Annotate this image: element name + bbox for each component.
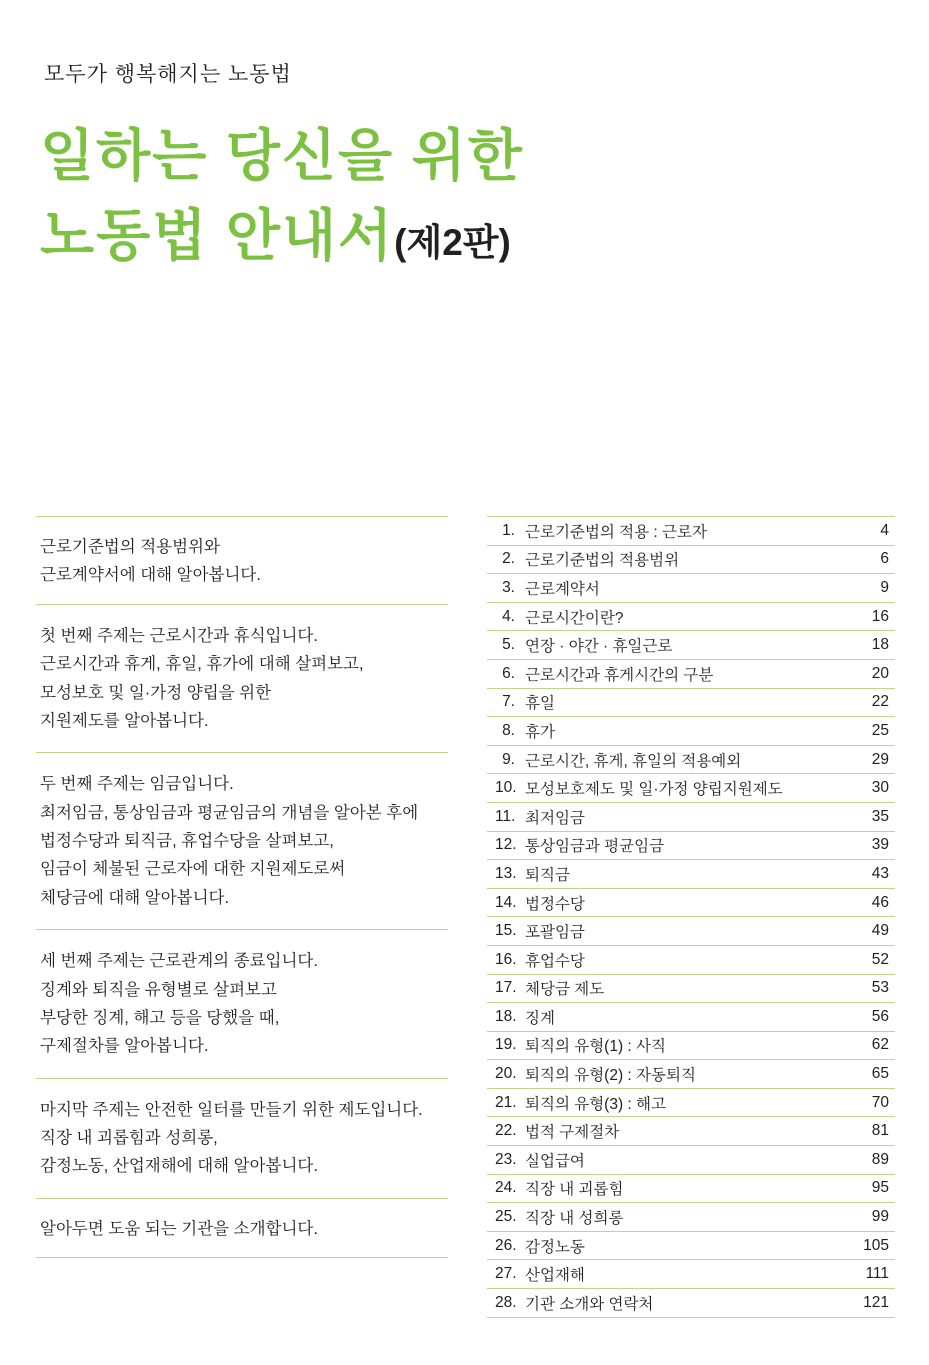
toc-item[interactable]: [487, 917, 895, 946]
toc-item[interactable]: [487, 1060, 895, 1089]
title-line-2: 노동법 안내서: [40, 203, 395, 267]
toc-number: 6.: [502, 664, 515, 682]
toc-item[interactable]: [487, 1232, 895, 1261]
toc-page: 105: [863, 1236, 889, 1254]
toc-number: 21.: [495, 1093, 517, 1111]
toc-number: 7.: [502, 693, 515, 711]
toc-item[interactable]: [487, 603, 895, 632]
summary-line: 근로기준법의 적용범위와: [40, 538, 220, 556]
summary-line: 두 번째 주제는 임금입니다.: [40, 775, 234, 794]
toc-title: 산업재해: [525, 1267, 585, 1285]
toc-title: 근로기준법의 적용범위: [525, 552, 680, 570]
toc-page: 46: [871, 893, 889, 911]
toc-number: 22.: [495, 1122, 517, 1140]
toc-item[interactable]: [487, 546, 895, 575]
toc-page: 121: [863, 1293, 889, 1311]
toc-title: 모성보호제도 및 일·가정 양립지원제도: [525, 781, 783, 799]
toc-page: 39: [871, 836, 889, 854]
toc-title: 휴일: [525, 695, 555, 713]
toc-title: 체당금 제도: [525, 981, 605, 999]
toc-title: 직장 내 괴롭힘: [525, 1181, 624, 1199]
toc-title: 퇴직의 유형(2) : 자동퇴직: [525, 1067, 696, 1085]
toc-number: 20.: [495, 1065, 517, 1083]
toc-item[interactable]: [487, 631, 895, 660]
toc-page: 35: [871, 807, 889, 825]
table-of-contents: [487, 516, 895, 1318]
toc-title: 휴업수당: [525, 952, 585, 970]
summary-block: [36, 752, 448, 929]
toc-page: 52: [871, 950, 889, 968]
toc-item[interactable]: [487, 1289, 895, 1318]
toc-item[interactable]: [487, 746, 895, 775]
toc-page: 65: [871, 1065, 889, 1083]
summary-line: 체당금에 대해 알아봅니다.: [40, 888, 230, 907]
toc-item[interactable]: [487, 517, 895, 546]
toc-item[interactable]: [487, 660, 895, 689]
toc-number: 5.: [502, 636, 515, 654]
toc-list: [487, 516, 895, 1318]
toc-title: 법적 구제절차: [525, 1124, 620, 1142]
toc-page: 70: [871, 1093, 889, 1111]
summary-line: 세 번째 주제는 근로관계의 종료입니다.: [40, 952, 318, 971]
toc-page: 18: [871, 636, 889, 654]
summary-line: 법정수당과 퇴직금, 휴업수당을 살펴보고,: [40, 832, 334, 850]
toc-number: 17.: [495, 979, 517, 997]
cover-header: [0, 0, 929, 275]
toc-item[interactable]: [487, 774, 895, 803]
summary-line: 첫 번째 주제는 근로시간과 휴식입니다.: [40, 626, 318, 645]
toc-page: 53: [871, 979, 889, 997]
toc-item[interactable]: [487, 1146, 895, 1175]
toc-page: 99: [871, 1208, 889, 1226]
content-columns: [0, 516, 929, 1316]
toc-number: 12.: [495, 836, 517, 854]
summary-line: 부당한 징계, 해고 등을 당했을 때,: [40, 1008, 280, 1027]
summary-line: 최저임금, 통상임금과 평균임금의 개념을 알아본 후에: [40, 803, 419, 822]
toc-item[interactable]: [487, 1003, 895, 1032]
toc-title: 감정노동: [525, 1238, 585, 1256]
toc-item[interactable]: [487, 946, 895, 975]
toc-title: 직장 내 성희롱: [525, 1210, 624, 1228]
toc-page: 89: [871, 1150, 889, 1168]
summary-line: 구제절차를 알아봅니다.: [40, 1037, 209, 1056]
toc-number: 10.: [495, 779, 517, 797]
toc-number: 24.: [495, 1179, 517, 1197]
toc-title: 퇴직의 유형(1) : 사직: [525, 1038, 666, 1056]
title-line-2-wrap: [40, 196, 929, 276]
toc-title: 징계: [525, 1009, 555, 1027]
toc-page: 16: [871, 607, 889, 625]
toc-title: 근로계약서: [525, 580, 600, 598]
summary-line: 지원제도를 알아봅니다.: [40, 711, 209, 730]
toc-number: 8.: [502, 721, 515, 739]
toc-page: 4: [880, 521, 889, 539]
toc-number: 18.: [495, 1007, 517, 1025]
cover-kicker: 모두가 행복해지는 노동법: [44, 63, 292, 86]
toc-title: 실업급여: [525, 1152, 585, 1170]
toc-item[interactable]: [487, 1175, 895, 1204]
toc-item[interactable]: [487, 975, 895, 1004]
toc-item[interactable]: [487, 574, 895, 603]
toc-page: 81: [871, 1122, 889, 1140]
summary-block: [36, 1078, 448, 1198]
toc-number: 28.: [495, 1293, 517, 1311]
toc-item[interactable]: [487, 889, 895, 918]
toc-item[interactable]: [487, 1117, 895, 1146]
toc-item[interactable]: [487, 860, 895, 889]
toc-title: 기관 소개와 연락처: [525, 1295, 654, 1313]
toc-number: 11.: [495, 807, 516, 825]
toc-page: 43: [871, 864, 889, 882]
toc-page: 62: [871, 1036, 889, 1054]
toc-item[interactable]: [487, 1203, 895, 1232]
toc-number: 19.: [495, 1036, 517, 1054]
summary-line: 임금이 체불된 근로자에 대한 지원제도로써: [40, 860, 346, 879]
toc-title: 휴가: [525, 723, 555, 741]
title-line-1: 일하는 당신을 위한: [40, 124, 524, 187]
toc-page: 49: [871, 922, 889, 940]
toc-page: 6: [880, 550, 889, 568]
toc-item[interactable]: [487, 689, 895, 718]
summary-line: 감정노동, 산업재해에 대해 알아봅니다.: [40, 1157, 318, 1176]
toc-title: 근로시간, 휴게, 휴일의 적용예외: [525, 752, 742, 770]
summary-block: [36, 1198, 448, 1258]
summary-line: 근로계약서에 대해 알아봅니다.: [40, 566, 261, 585]
toc-title: 법정수당: [525, 895, 585, 913]
summary-block: [36, 516, 448, 604]
toc-page: 29: [871, 750, 889, 768]
page-title: [40, 116, 929, 275]
summary-line: 직장 내 괴롭힘과 성희롱,: [40, 1129, 218, 1147]
toc-title: 최저임금: [525, 809, 585, 827]
toc-page: 22: [871, 693, 889, 711]
toc-page: 25: [871, 721, 889, 739]
toc-page: 111: [865, 1265, 889, 1283]
toc-number: 9.: [502, 750, 515, 768]
toc-page: 30: [871, 779, 889, 797]
toc-number: 27.: [495, 1265, 517, 1283]
toc-title: 근로기준법의 적용 : 근로자: [525, 523, 707, 541]
toc-number: 25.: [495, 1208, 517, 1226]
toc-number: 1.: [502, 521, 515, 539]
toc-item[interactable]: [487, 717, 895, 746]
toc-number: 2.: [502, 550, 515, 568]
toc-number: 13.: [495, 864, 517, 882]
toc-item[interactable]: [487, 1260, 895, 1289]
summary-block: [36, 604, 448, 753]
toc-title: 연장 · 야간 · 휴일근로: [525, 638, 673, 656]
toc-title: 퇴직금: [525, 866, 570, 884]
toc-page: 20: [871, 664, 889, 682]
summary-line: 징계와 퇴직을 유형별로 살펴보고: [40, 980, 277, 999]
toc-number: 4.: [502, 607, 515, 625]
summary-line: 모성보호 및 일·가정 양립을 위한: [40, 683, 272, 702]
summary-line: 마지막 주제는 안전한 일터를 만들기 위한 제도입니다.: [40, 1100, 423, 1119]
toc-page: 95: [871, 1179, 889, 1197]
toc-title: 퇴직의 유형(3) : 해고: [525, 1095, 666, 1113]
toc-number: 14.: [495, 893, 517, 911]
toc-number: 23.: [495, 1150, 517, 1168]
toc-number: 3.: [502, 578, 515, 596]
toc-title: 포괄임금: [525, 924, 585, 942]
summary-column: [36, 516, 448, 1258]
summary-block: [36, 929, 448, 1078]
toc-item[interactable]: [487, 803, 895, 832]
toc-item[interactable]: [487, 1089, 895, 1118]
toc-title: 근로시간과 휴게시간의 구분: [525, 666, 714, 684]
toc-number: 26.: [495, 1236, 517, 1254]
toc-title: 근로시간이란?: [525, 609, 624, 627]
edition-label: (제2판): [394, 221, 511, 263]
toc-number: 16.: [495, 950, 517, 968]
toc-item[interactable]: [487, 1032, 895, 1061]
toc-page: 9: [880, 578, 889, 596]
summary-line: 근로시간과 휴게, 휴일, 휴가에 대해 살펴보고,: [40, 655, 364, 674]
toc-title: 통상임금과 평균임금: [525, 838, 665, 856]
toc-item[interactable]: [487, 832, 895, 861]
toc-page: 56: [871, 1007, 889, 1025]
summary-line: 알아두면 도움 되는 기관을 소개합니다.: [40, 1219, 318, 1238]
toc-number: 15.: [495, 922, 517, 940]
